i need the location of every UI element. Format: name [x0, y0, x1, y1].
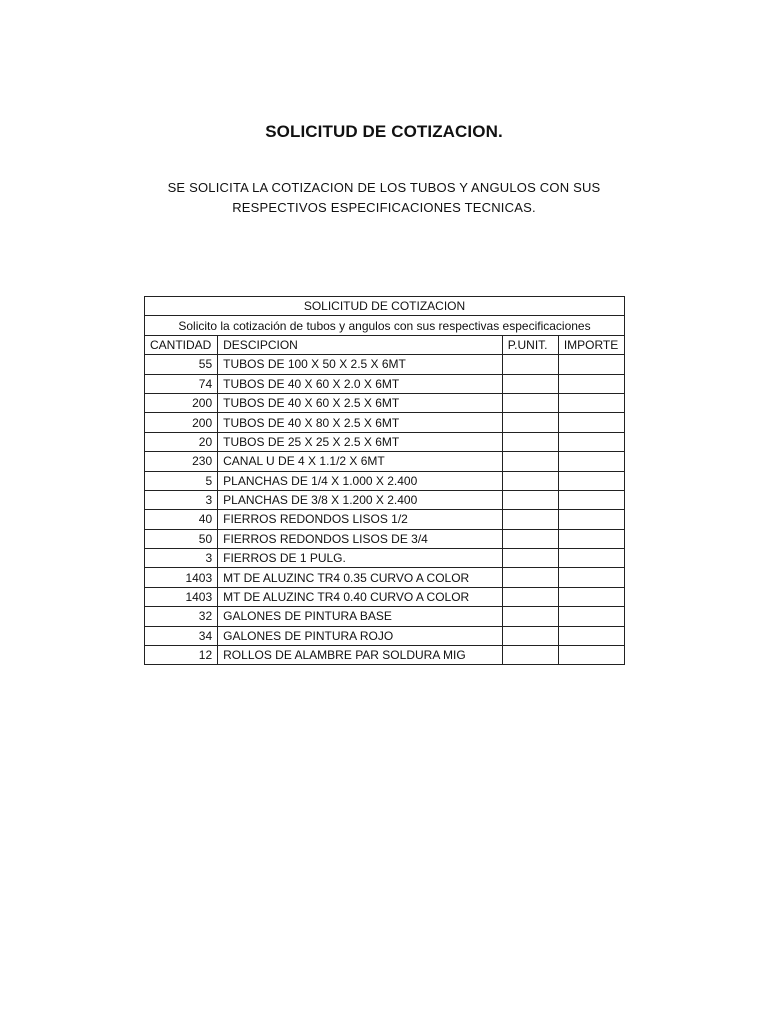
table-row	[145, 471, 625, 490]
table-row	[145, 646, 625, 665]
cell-cantidad: 3	[145, 490, 218, 509]
cell-precio-unitario	[502, 549, 558, 568]
table-row	[145, 626, 625, 645]
cell-precio-unitario	[502, 452, 558, 471]
cell-importe	[558, 568, 624, 587]
cell-descripcion: FIERROS DE 1 PULG.	[218, 549, 503, 568]
cell-cantidad: 55	[145, 355, 218, 374]
header-cantidad: CANTIDAD	[145, 335, 218, 354]
quotation-table	[144, 296, 625, 665]
cell-precio-unitario	[502, 626, 558, 645]
cell-cantidad: 74	[145, 374, 218, 393]
cell-cantidad: 40	[145, 510, 218, 529]
cell-precio-unitario	[502, 510, 558, 529]
table-row	[145, 529, 625, 548]
cell-descripcion: MT DE ALUZINC TR4 0.35 CURVO A COLOR	[218, 568, 503, 587]
cell-descripcion: ROLLOS DE ALAMBRE PAR SOLDURA MIG	[218, 646, 503, 665]
cell-precio-unitario	[502, 529, 558, 548]
cell-importe	[558, 393, 624, 412]
cell-precio-unitario	[502, 607, 558, 626]
cell-cantidad: 50	[145, 529, 218, 548]
cell-cantidad: 1403	[145, 587, 218, 606]
table-row	[145, 413, 625, 432]
table-row	[145, 374, 625, 393]
table-row	[145, 568, 625, 587]
cell-importe	[558, 510, 624, 529]
cell-cantidad: 230	[145, 452, 218, 471]
cell-descripcion: TUBOS DE 40 X 80 X 2.5 X 6MT	[218, 413, 503, 432]
cell-descripcion: TUBOS DE 40 X 60 X 2.0 X 6MT	[218, 374, 503, 393]
cell-precio-unitario	[502, 355, 558, 374]
cell-descripcion: MT DE ALUZINC TR4 0.40 CURVO A COLOR	[218, 587, 503, 606]
cell-importe	[558, 471, 624, 490]
cell-cantidad: 5	[145, 471, 218, 490]
header-precio-unitario: P.UNIT.	[502, 335, 558, 354]
cell-cantidad: 3	[145, 549, 218, 568]
cell-precio-unitario	[502, 587, 558, 606]
cell-descripcion: GALONES DE PINTURA ROJO	[218, 626, 503, 645]
cell-importe	[558, 587, 624, 606]
cell-cantidad: 1403	[145, 568, 218, 587]
cell-precio-unitario	[502, 374, 558, 393]
table-row	[145, 549, 625, 568]
table-row	[145, 490, 625, 509]
cell-cantidad: 32	[145, 607, 218, 626]
table-row	[145, 432, 625, 451]
cell-importe	[558, 549, 624, 568]
table-body	[145, 355, 625, 665]
table-row	[145, 452, 625, 471]
cell-importe	[558, 626, 624, 645]
cell-descripcion: CANAL U DE 4 X 1.1/2 X 6MT	[218, 452, 503, 471]
cell-descripcion: TUBOS DE 25 X 25 X 2.5 X 6MT	[218, 432, 503, 451]
page-title: SOLICITUD DE COTIZACION.	[265, 122, 503, 141]
table-title: SOLICITUD DE COTIZACION	[145, 297, 625, 316]
cell-cantidad: 34	[145, 626, 218, 645]
cell-descripcion: PLANCHAS DE 3/8 X 1.200 X 2.400	[218, 490, 503, 509]
cell-cantidad: 12	[145, 646, 218, 665]
header-importe: IMPORTE	[558, 335, 624, 354]
cell-cantidad: 200	[145, 393, 218, 412]
cell-precio-unitario	[502, 490, 558, 509]
table-row	[145, 393, 625, 412]
cell-cantidad: 200	[145, 413, 218, 432]
table-subtitle: Solicito la cotización de tubos y angulos con sus respectivas especificaciones	[145, 316, 625, 335]
cell-importe	[558, 607, 624, 626]
cell-importe	[558, 432, 624, 451]
cell-importe	[558, 413, 624, 432]
cell-descripcion: GALONES DE PINTURA BASE	[218, 607, 503, 626]
cell-importe	[558, 529, 624, 548]
cell-cantidad: 20	[145, 432, 218, 451]
cell-importe	[558, 452, 624, 471]
cell-precio-unitario	[502, 646, 558, 665]
cell-precio-unitario	[502, 413, 558, 432]
cell-importe	[558, 490, 624, 509]
table-subtitle-row	[145, 316, 625, 335]
cell-descripcion: FIERROS REDONDOS LISOS 1/2	[218, 510, 503, 529]
table-title-row	[145, 297, 625, 316]
table-row	[145, 355, 625, 374]
cell-descripcion: TUBOS DE 100 X 50 X 2.5 X 6MT	[218, 355, 503, 374]
cell-precio-unitario	[502, 393, 558, 412]
cell-importe	[558, 374, 624, 393]
cell-precio-unitario	[502, 471, 558, 490]
table-row	[145, 510, 625, 529]
table-row	[145, 607, 625, 626]
cell-importe	[558, 355, 624, 374]
cell-precio-unitario	[502, 568, 558, 587]
table-row	[145, 587, 625, 606]
intro-paragraph: SE SOLICITA LA COTIZACION DE LOS TUBOS Y ANGULOS CON SUS RESPECTIVOS ESPECIFICACIONES TECNICAS.	[167, 180, 601, 215]
table-header-row	[145, 335, 625, 354]
cell-descripcion: FIERROS REDONDOS LISOS DE 3/4	[218, 529, 503, 548]
cell-importe	[558, 646, 624, 665]
cell-descripcion: TUBOS DE 40 X 60 X 2.5 X 6MT	[218, 393, 503, 412]
cell-descripcion: PLANCHAS DE 1/4 X 1.000 X 2.400	[218, 471, 503, 490]
header-descripcion: DESCIPCION	[218, 335, 503, 354]
cell-precio-unitario	[502, 432, 558, 451]
